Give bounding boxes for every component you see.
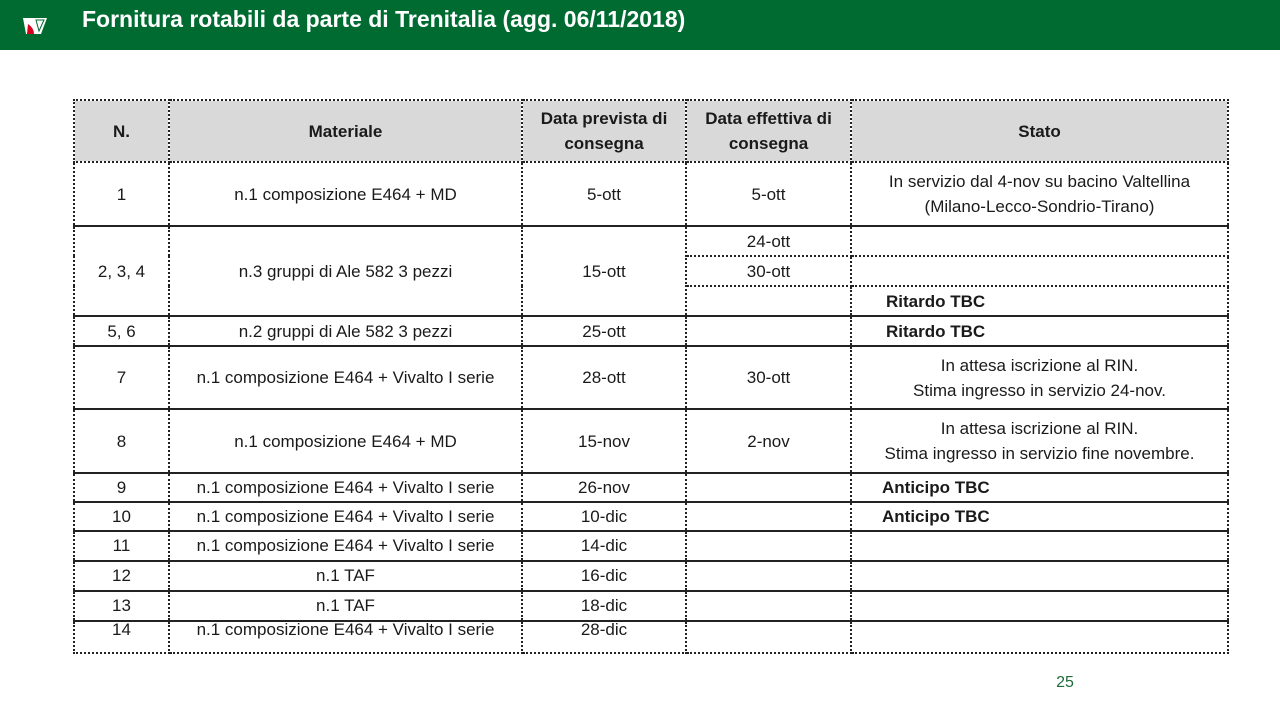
cell-materiale: n.1 TAF — [169, 561, 522, 591]
table-row — [74, 226, 1228, 256]
cell-effettiva: 30-ott — [686, 346, 851, 409]
cell-stato — [851, 409, 1228, 473]
cell-effettiva — [686, 591, 851, 621]
cell-stato — [851, 531, 1228, 561]
table-row — [74, 621, 1228, 653]
table-header-row — [74, 100, 1228, 162]
table-row — [74, 561, 1228, 591]
cell-prevista: 15-nov — [522, 409, 686, 473]
header-n: N. — [74, 100, 169, 162]
cell-prevista: 10-dic — [522, 502, 686, 531]
page-title: Fornitura rotabili da parte di Trenitalia (agg. 06/11/2018) — [82, 6, 686, 32]
cell-effettiva — [686, 473, 851, 502]
cell-stato — [851, 226, 1228, 256]
cell-stato: Ritardo TBC — [851, 316, 1228, 346]
cell-materiale: n.1 composizione E464 + Vivalto I serie — [169, 473, 522, 502]
cell-n: 12 — [74, 561, 169, 591]
cell-materiale: n.2 gruppi di Ale 582 3 pezzi — [169, 316, 522, 346]
cell-n: 9 — [74, 473, 169, 502]
cell-prevista: 28-dic — [522, 621, 686, 653]
cell-stato: Anticipo TBC — [851, 473, 1228, 502]
stato-line: In attesa iscrizione al RIN. — [940, 419, 1139, 438]
cell-prevista: 15-ott — [522, 226, 686, 316]
table-row — [74, 162, 1228, 226]
cell-prevista: 5-ott — [522, 162, 686, 226]
cell-effettiva: 24-ott — [686, 226, 851, 256]
table-row — [74, 316, 1228, 346]
cell-prevista: 16-dic — [522, 561, 686, 591]
cell-materiale: n.1 composizione E464 + Vivalto I serie — [169, 531, 522, 561]
cell-effettiva — [686, 621, 851, 653]
stato-line: (Milano-Lecco-Sondrio-Tirano) — [924, 197, 1155, 216]
table-row — [74, 473, 1228, 502]
trenitalia-logo-icon — [22, 14, 48, 36]
header-data-effettiva: Data effettiva di consegna — [686, 100, 851, 162]
cell-prevista: 18-dic — [522, 591, 686, 621]
cell-effettiva: 30-ott — [686, 256, 851, 286]
cell-stato — [851, 561, 1228, 591]
cell-n: 8 — [74, 409, 169, 473]
cell-materiale: n.1 composizione E464 + MD — [169, 409, 522, 473]
cell-n: 10 — [74, 502, 169, 531]
page-number: 25 — [1056, 674, 1074, 691]
stato-line: Stima ingresso in servizio 24-nov. — [913, 380, 1166, 400]
cell-materiale: n.1 composizione E464 + MD — [169, 162, 522, 226]
cell-n: 7 — [74, 346, 169, 409]
cell-n: 2, 3, 4 — [74, 226, 169, 316]
header-materiale: Materiale — [169, 100, 522, 162]
cell-effettiva — [686, 316, 851, 346]
table-row — [74, 531, 1228, 561]
cell-prevista: 25-ott — [522, 316, 686, 346]
cell-materiale: n.1 TAF — [169, 591, 522, 621]
cell-stato — [851, 256, 1228, 286]
cell-prevista: 14-dic — [522, 531, 686, 561]
header-data-prevista: Data prevista di consegna — [522, 100, 686, 162]
cell-stato — [851, 346, 1228, 409]
table-row — [74, 591, 1228, 621]
cell-materiale: n.1 composizione E464 + Vivalto I serie — [169, 621, 522, 653]
stato-line: In servizio dal 4-nov su bacino Valtellina — [888, 172, 1191, 191]
stato-line: In attesa iscrizione al RIN. — [940, 355, 1139, 375]
header-bar — [0, 0, 1280, 50]
cell-materiale: n.1 composizione E464 + Vivalto I serie — [169, 346, 522, 409]
table-row — [74, 502, 1228, 531]
cell-stato — [851, 591, 1228, 621]
cell-effettiva — [686, 502, 851, 531]
cell-n: 5, 6 — [74, 316, 169, 346]
cell-effettiva: 5-ott — [686, 162, 851, 226]
cell-n: 13 — [74, 591, 169, 621]
cell-materiale: n.3 gruppi di Ale 582 3 pezzi — [169, 226, 522, 316]
table-row — [74, 409, 1228, 473]
cell-effettiva — [686, 286, 851, 316]
cell-prevista: 28-ott — [522, 346, 686, 409]
cell-n: 1 — [74, 162, 169, 226]
cell-n: 14 — [74, 621, 169, 653]
cell-stato: Anticipo TBC — [851, 502, 1228, 531]
cell-stato: Ritardo TBC — [851, 286, 1228, 316]
cell-prevista: 26-nov — [522, 473, 686, 502]
cell-materiale: n.1 composizione E464 + Vivalto I serie — [169, 502, 522, 531]
table-row — [74, 346, 1228, 409]
cell-effettiva — [686, 531, 851, 561]
cell-effettiva: 2-nov — [686, 409, 851, 473]
header-stato: Stato — [851, 100, 1228, 162]
cell-n: 11 — [74, 531, 169, 561]
cell-stato — [851, 621, 1228, 653]
stato-line: Stima ingresso in servizio fine novembre. — [884, 444, 1195, 463]
cell-stato — [851, 162, 1228, 226]
cell-effettiva — [686, 561, 851, 591]
delivery-table — [73, 99, 1229, 654]
